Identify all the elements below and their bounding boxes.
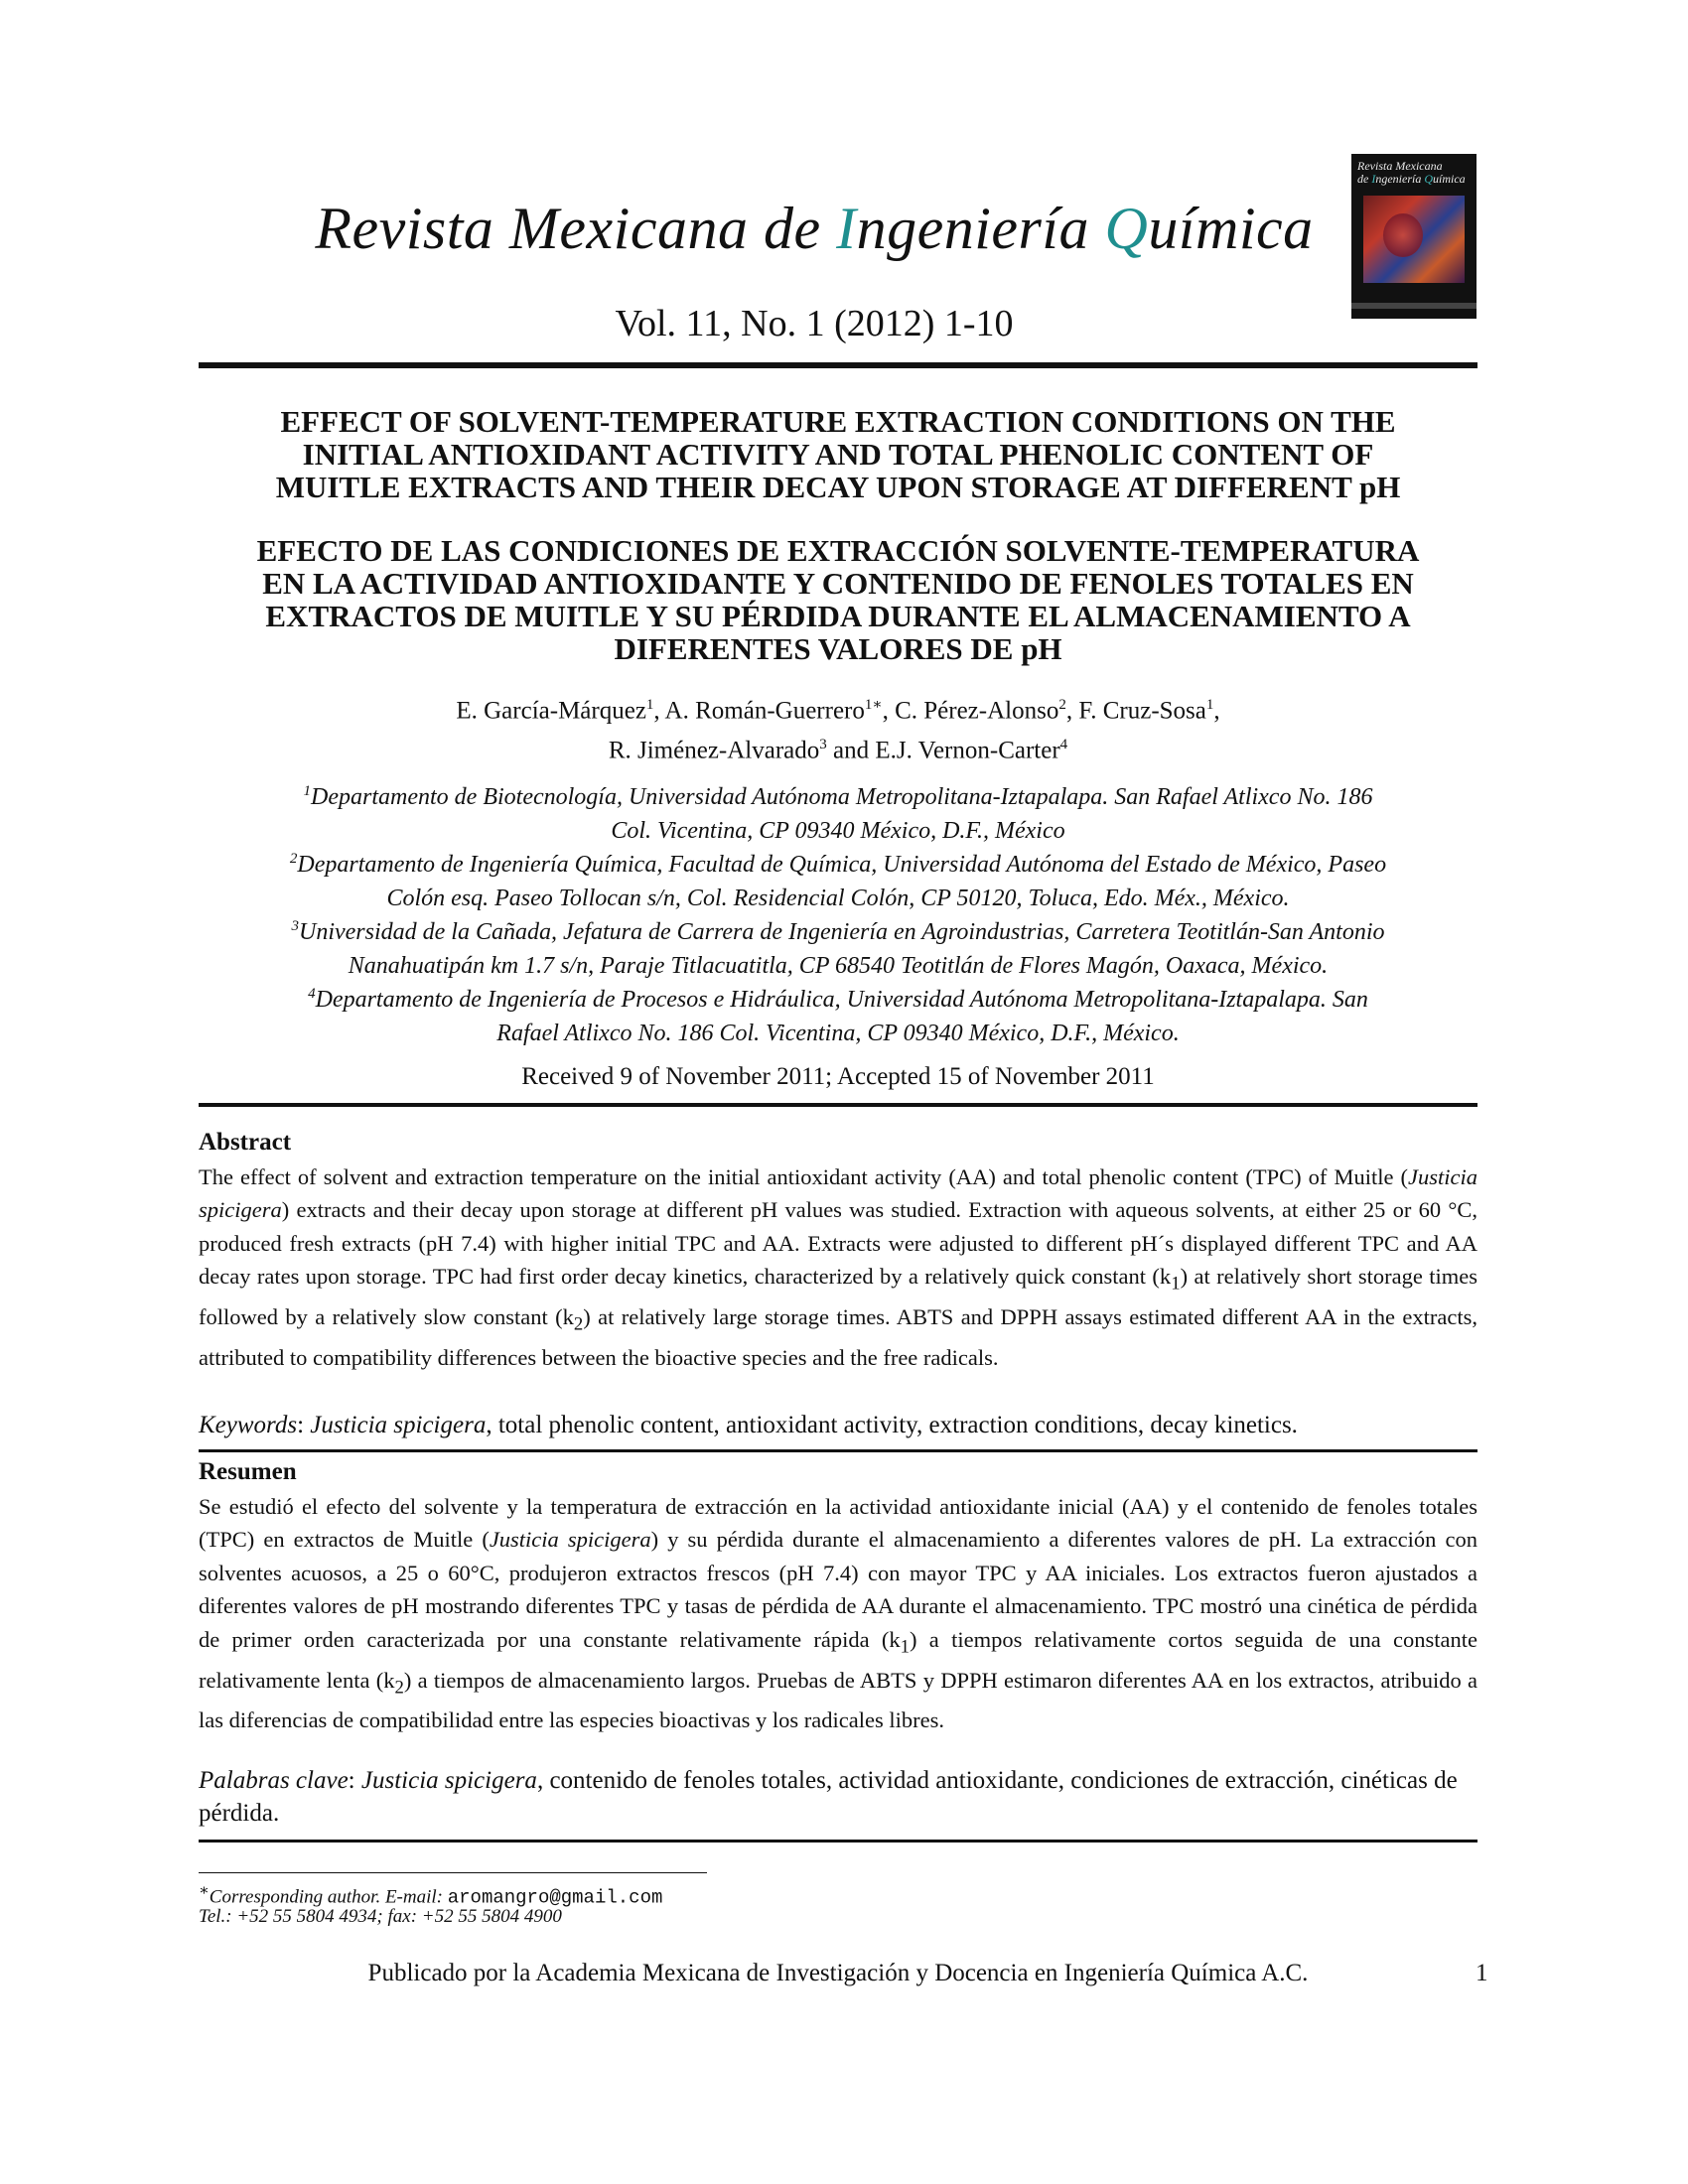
resumen-heading: Resumen (199, 1458, 297, 1485)
resumen-text-part: ) a tiempos de almacenamiento largos. Pruebas de ABTS y DPPH estimaron diferentes AA en los extractos, atribuido a las diferencias de compatibilidad entre las especies bioactivas y los radicales libres. (199, 1667, 1477, 1733)
keywords-text: , total phenolic content, antioxidant activity, extraction conditions, decay kinetics. (486, 1412, 1298, 1438)
author-line (199, 728, 1477, 767)
title-line: INITIAL ANTIOXIDANT ACTIVITY AND TOTAL PHENOLIC CONTENT OF (302, 437, 1374, 472)
affiliation-line: Colón esq. Paseo Tollocan s/n, Col. Residencial Colón, CP 50120, Toluca, Edo. Méx., México. (386, 886, 1290, 911)
subscript: 2 (573, 1313, 584, 1335)
abstract-text-part: ) at relatively short storage times followed by a relatively slow constant (k (199, 1264, 1477, 1330)
title-line: EN LA ACTIVIDAD ANTIOXIDANTE Y CONTENIDO DE FENOLES TOTALES EN (262, 566, 1414, 601)
resumen-text (199, 1490, 1477, 1737)
palabras-clave-separator: : (348, 1767, 361, 1794)
palabras-clave (199, 1764, 1477, 1830)
affiliation-text: Universidad de la Cañada, Jefatura de Carrera de Ingeniería en Agroindustrias, Carretera Teotitlán-San Antonio (298, 919, 1385, 945)
abstract-heading: Abstract (199, 1129, 292, 1156)
cover-title (1357, 160, 1471, 186)
journal-cover-image (1351, 154, 1477, 319)
author-email-link[interactable]: aromangro@gmail.com (447, 1886, 663, 1909)
cover-strip (1351, 303, 1477, 309)
contact-phone-fax: Tel.: +52 55 5804 4934; fax: +52 55 5804 4900 (199, 1906, 562, 1927)
title-english (199, 405, 1477, 503)
header-rule (199, 362, 1477, 368)
author-affiliation-mark: 2 (1058, 697, 1066, 713)
affiliation-line: Col. Vicentina, CP 09340 México, D.F., México (611, 818, 1065, 844)
affiliation-line: Rafael Atlixco No. 186 Col. Vicentina, CP 09340 México, D.F., México. (496, 1021, 1180, 1046)
resumen-top-rule (199, 1449, 1477, 1452)
resumen-text-part: ) y su pérdida durante el almacenamiento a diferentes valores de pH. La extracción con solventes acuosos, a 25 o 60°C, produjeron extractos frescos (pH 7.4) con mayor TPC y AA iniciales. Los extractos fueron ajustados a diferentes valores de pH mostrando diferentes TPC y tasas de pérdida de AA durante el almacenamiento. TPC mostró una cinética de pérdida de primer orden caracterizada por una constante relativamente rápida (k (199, 1527, 1477, 1652)
journal-title-accent-i: I (836, 196, 857, 261)
species-name: Justicia spicigera (489, 1527, 651, 1553)
cover-artwork-figure (1383, 213, 1423, 257)
abstract-text-part: ) extracts and their decay upon storage at different pH values was studied. Extraction with aqueous solvents, at either 25 or 60 °C, produced fresh extracts (pH 7.4) with higher initial TPC and AA. Extracts were adjusted to different pH´s displayed different TPC and AA decay rates upon storage. TPC had first order decay kinetics, characterized by a relatively quick constant (k (199, 1197, 1477, 1290)
cover-title-line (1357, 173, 1471, 186)
author-affiliation-mark: 1∗ (864, 697, 883, 713)
title-line: EFECTO DE LAS CONDICIONES DE EXTRACCIÓN SOLVENTE-TEMPERATURA (256, 533, 1420, 568)
journal-title-part: uímica (1148, 196, 1314, 261)
cover-title-part: de (1357, 172, 1372, 186)
resumen-bottom-rule (199, 1840, 1477, 1843)
species-name: Justicia spicigera (360, 1767, 537, 1794)
affiliation-text: Departamento de Ingeniería Química, Facultad de Química, Universidad Autónoma del Estado de México, Paseo (297, 852, 1387, 878)
footnote-label: Corresponding author. E-mail: (209, 1886, 448, 1908)
affiliation-line (199, 909, 1477, 949)
author-name: , C. Pérez-Alonso (882, 697, 1059, 725)
palabras-clave-label: Palabras clave (199, 1767, 349, 1794)
author-affiliation-mark: 3 (819, 737, 827, 753)
cover-title-accent: Q (1424, 172, 1433, 186)
affiliation-number: 2 (289, 851, 298, 867)
cover-title-part: ngeniería (1375, 172, 1425, 186)
title-spanish (199, 534, 1477, 665)
author-name: and E.J. Vernon-Carter (826, 737, 1060, 764)
affiliation-2 (199, 842, 1477, 915)
author-affiliation-mark: 4 (1059, 737, 1068, 753)
publisher-footer: Publicado por la Academia Mexicana de Investigación y Docencia en Ingeniería Química A.C. (367, 1960, 1309, 1986)
page-number: 1 (1476, 1960, 1488, 1986)
title-line: DIFERENTES VALORES DE pH (614, 631, 1062, 666)
author-line (199, 688, 1477, 728)
resumen-text-part: Se estudió el efecto del solvente y la temperatura de extracción en la actividad antioxidante inicial (AA) y el contenido de fenoles totales (TPC) en extractos de Muitle ( (199, 1494, 1477, 1553)
affiliation-1 (199, 774, 1477, 848)
abstract-text-part: ) at relatively large storage times. ABTS and DPPH assays estimated different AA in the extracts, attributed to compatibility differences between the bioactive species and the free radicals. (199, 1304, 1477, 1371)
journal-title (199, 194, 1430, 263)
title-line: MUITLE EXTRACTS AND THEIR DECAY UPON STORAGE AT DIFFERENT pH (275, 470, 1401, 504)
author-name: , F. Cruz-Sosa (1065, 697, 1206, 725)
author-name: E. García-Márquez (456, 697, 646, 725)
abstract-top-rule (199, 1103, 1477, 1107)
author-list (199, 688, 1477, 768)
journal-title-part: Revista Mexicana de (315, 196, 837, 261)
abstract-text-part: The effect of solvent and extraction temperature on the initial antioxidant activity (AA) and total phenolic content (TPC) of Muitle ( (199, 1164, 1409, 1189)
journal-title-accent-q: Q (1104, 196, 1149, 261)
affiliation-line (199, 774, 1477, 814)
affiliation-number: 4 (308, 986, 316, 1002)
author-separator: , (1213, 697, 1220, 725)
cover-title-part: uímica (1433, 172, 1466, 186)
author-name: R. Jiménez-Alvarado (608, 737, 820, 764)
subscript: 2 (394, 1677, 404, 1699)
affiliation-4 (199, 977, 1477, 1050)
footnote-mark: ∗ (199, 1882, 210, 1899)
affiliation-line (199, 842, 1477, 882)
cover-title-line: Revista Mexicana (1357, 159, 1443, 173)
journal-title-part: ngeniería (856, 196, 1105, 261)
author-name: , A. Román-Guerrero (653, 697, 865, 725)
keywords-separator: : (297, 1412, 311, 1438)
keywords-label: Keywords (199, 1412, 298, 1438)
species-name: Justicia spicigera (199, 1164, 1477, 1223)
affiliation-text: Departamento de Biotecnología, Universidad Autónoma Metropolitana-Iztapalapa. San Rafael Atlixco No. 186 (311, 784, 1373, 810)
title-line: EXTRACTOS DE MUITLE Y SU PÉRDIDA DURANTE EL ALMACENAMIENTO A (265, 599, 1411, 633)
title-line: EFFECT OF SOLVENT-TEMPERATURE EXTRACTION CONDITIONS ON THE (280, 404, 1396, 439)
affiliation-number: 1 (303, 783, 312, 799)
palabras-clave-text: , contenido de fenoles totales, actividad antioxidante, condiciones de extracción, cinéticas de pérdida. (199, 1767, 1458, 1827)
affiliation-line: Nanahuatipán km 1.7 s/n, Paraje Titlacuatitla, CP 68540 Teotitlán de Flores Magón, Oaxaca, México. (348, 953, 1329, 979)
cover-title-accent: I (1371, 172, 1376, 186)
species-name: Justicia spicigera (310, 1412, 487, 1438)
received-accepted-dates: Received 9 of November 2011; Accepted 15 of November 2011 (521, 1063, 1155, 1090)
subscript: 1 (1171, 1273, 1181, 1295)
affiliation-number: 3 (291, 918, 299, 934)
issue-line: Vol. 11, No. 1 (2012) 1-10 (615, 303, 1014, 344)
keywords (199, 1409, 1477, 1441)
author-affiliation-mark: 1 (1205, 697, 1214, 713)
subscript: 1 (900, 1636, 910, 1658)
affiliation-text: Departamento de Ingeniería de Procesos e Hidráulica, Universidad Autónoma Metropolitana-Iztapalapa. San (315, 987, 1368, 1013)
author-affiliation-mark: 1 (645, 697, 654, 713)
footnote-rule (199, 1872, 707, 1873)
abstract-text (199, 1160, 1477, 1374)
affiliation-3 (199, 909, 1477, 983)
resumen-text-part: ) a tiempos relativamente cortos seguida de una constante relativamente lenta (k (199, 1626, 1477, 1693)
affiliation-line (199, 977, 1477, 1017)
